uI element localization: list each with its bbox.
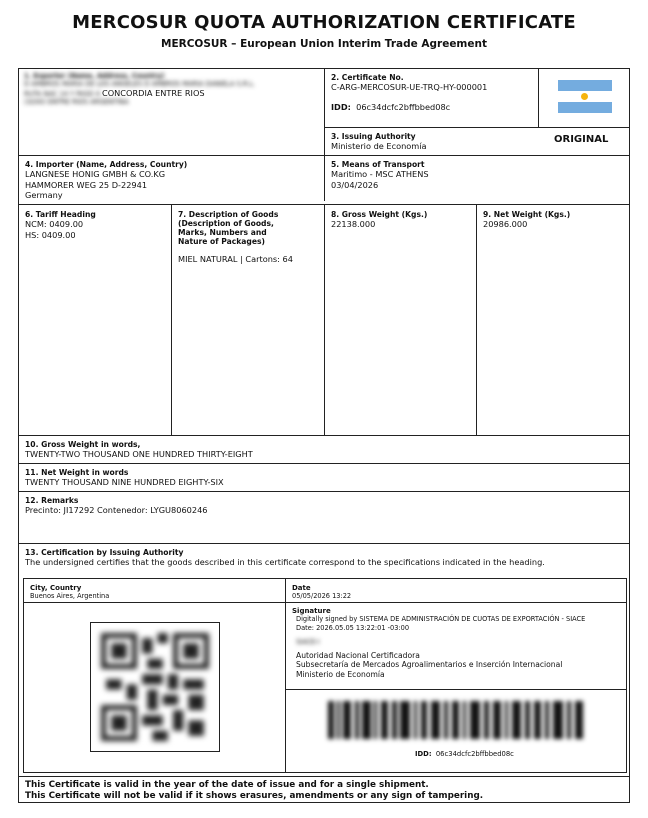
- barcode-idd-label: IDD:: [415, 750, 432, 758]
- exporter-cell: [24, 72, 324, 152]
- qr-code-frame: [90, 622, 220, 752]
- exporter-address-blurred: RUTA NAC 14 Y PASO 4: [24, 89, 100, 98]
- goods-label-3: Marks, Numbers and: [178, 228, 267, 237]
- importer-line1: LANGNESE HONIG GMBH & CO.KG: [25, 169, 166, 179]
- hline-row11: [18, 463, 630, 464]
- hline-footer: [18, 776, 630, 777]
- footer-notes: [25, 780, 483, 802]
- net-weight-label: 9. Net Weight (Kgs.): [483, 210, 571, 219]
- date-cell: [292, 584, 622, 601]
- certificate-number-label: 2. Certificate No.: [331, 73, 404, 82]
- hline-row13: [18, 543, 630, 544]
- gross-weight-label: 8. Gross Weight (Kgs.): [331, 210, 428, 219]
- hline-row10: [18, 435, 630, 436]
- vline-1: [324, 68, 325, 201]
- certification-label: 13. Certification by Issuing Authority: [25, 548, 184, 557]
- idd-value: 06c34dcfc2bffbbed08c: [356, 101, 451, 112]
- importer-line3: Germany: [25, 190, 63, 200]
- goods-cell: [178, 210, 320, 265]
- net-weight-value: 20986.000: [483, 219, 528, 229]
- certification-text: The undersigned certifies that the goods described in this certificate correspond to the specifications indicated in the heading.: [25, 557, 545, 567]
- transport-line1: Maritimo - MSC ATHENS: [331, 169, 429, 179]
- remarks-label: 12. Remarks: [25, 496, 79, 505]
- footer-line2: This Certificate will not be valid if it shows erasures, amendments or any sign of tampering.: [25, 791, 484, 801]
- transport-cell: [331, 160, 626, 200]
- signature-line2: Date: 2026.05.05 13:22:01 -03:00: [296, 623, 410, 632]
- original-badge: ORIGINAL: [554, 134, 609, 145]
- hline-cert-1: [23, 602, 627, 603]
- gross-words-value: TWENTY-TWO THOUSAND ONE HUNDRED THIRTY-EIGHT: [25, 449, 253, 459]
- tariff-ncm: NCM: 0409.00: [25, 219, 84, 229]
- barcode-idd-row: [415, 750, 514, 758]
- signature-label: Signature: [292, 607, 331, 615]
- idd-row: [331, 102, 536, 113]
- issuing-authority-cell: [331, 132, 536, 154]
- document-title: MERCOSUR QUOTA AUTHORIZATION CERTIFICATE: [72, 12, 576, 33]
- exporter-label: 1. Exporter (Name, Address, Country): [24, 72, 165, 80]
- gross-words-cell: [25, 440, 625, 460]
- document-subtitle: MERCOSUR – European Union Interim Trade Agreement: [161, 38, 487, 50]
- footer-line1: This Certificate is valid in the year of the date of issue and for a single shipment.: [25, 780, 429, 790]
- issuing-authority-label: 3. Issuing Authority: [331, 132, 416, 141]
- tariff-cell: [25, 210, 167, 240]
- certification-cell: [25, 548, 625, 568]
- signature-line5: Ministerio de Economía: [296, 669, 385, 679]
- importer-cell: [25, 160, 320, 204]
- transport-label: 5. Means of Transport: [331, 160, 425, 169]
- vline-goods-2: [324, 204, 325, 435]
- net-weight-cell: [483, 210, 625, 230]
- exporter-line3: (3200) ENTRE RIOS ARGENTINA: [24, 98, 129, 107]
- goods-label-1: 7. Description of Goods: [178, 210, 279, 219]
- certificate-number-value: C-ARG-MERCOSUR-UE-TRQ-HY-000001: [331, 82, 488, 92]
- barcode-idd-value: 06c34dcfc2bffbbed08c: [435, 750, 514, 758]
- hline-row12: [18, 491, 630, 492]
- signature-blurred: SIACE-I: [296, 638, 320, 647]
- signature-line4: Subsecretaría de Mercados Agroalimentarios e Inserción Internacional: [296, 660, 563, 670]
- gross-weight-cell: [331, 210, 473, 230]
- qr-code-icon: [101, 633, 209, 741]
- goods-value: MIEL NATURAL | Cartons: 64: [178, 254, 293, 264]
- tariff-hs: HS: 0409.00: [25, 229, 76, 240]
- date-value: 05/05/2026 13:22: [292, 592, 352, 600]
- signature-line1: Digitally signed by SISTEMA DE ADMINISTRACIÓN DE CUOTAS DE EXPORTACIÓN - SIACE: [296, 615, 586, 623]
- idd-label: IDD:: [331, 101, 351, 112]
- remarks-value: Precinto: JI17292 Contenedor: LYGU8060246: [25, 505, 208, 515]
- signature-cell: [292, 607, 622, 680]
- exporter-line1: D AMBROS MARIA DE LOS ANGELES D AMBROS MARIA DANIELA S.R.L.: [24, 80, 256, 88]
- hline-row2: [18, 155, 630, 156]
- tariff-label: 6. Tariff Heading: [25, 210, 96, 219]
- city-cell: [30, 584, 280, 601]
- city-label: City, Country: [30, 584, 82, 592]
- vline-flag: [538, 68, 539, 128]
- signature-line3: Autoridad Nacional Certificadora: [296, 650, 420, 660]
- hline-cert-2: [285, 689, 627, 690]
- barcode-icon: [326, 701, 588, 739]
- exporter-line2: [24, 89, 324, 99]
- goods-label-4: Nature of Packages): [178, 237, 265, 246]
- hline-issuing: [324, 127, 630, 128]
- net-words-value: TWENTY THOUSAND NINE HUNDRED EIGHTY-SIX: [25, 477, 224, 487]
- vline-cert: [285, 578, 286, 773]
- remarks-cell: [25, 496, 625, 516]
- gross-words-label: 10. Gross Weight in words,: [25, 440, 141, 449]
- date-label: Date: [292, 584, 311, 592]
- issuing-authority-value: Ministerio de Economía: [331, 141, 427, 151]
- vline-goods-1: [171, 204, 172, 435]
- gross-weight-value: 22138.000: [331, 219, 376, 229]
- transport-line2: 03/04/2026: [331, 179, 379, 190]
- importer-line2: HAMMORER WEG 25 D-22941: [25, 179, 148, 190]
- importer-label: 4. Importer (Name, Address, Country): [25, 160, 188, 169]
- net-words-cell: [25, 468, 625, 488]
- net-words-label: 11. Net Weight in words: [25, 468, 129, 477]
- exporter-address-visible: CONCORDIA ENTRE RIOS: [102, 87, 205, 98]
- vline-goods-3: [476, 204, 477, 435]
- certificate-number-cell: [331, 73, 536, 123]
- goods-label-2: (Description of Goods,: [178, 219, 274, 228]
- city-value: Buenos Aires, Argentina: [30, 592, 110, 600]
- argentina-flag-icon: [558, 80, 612, 113]
